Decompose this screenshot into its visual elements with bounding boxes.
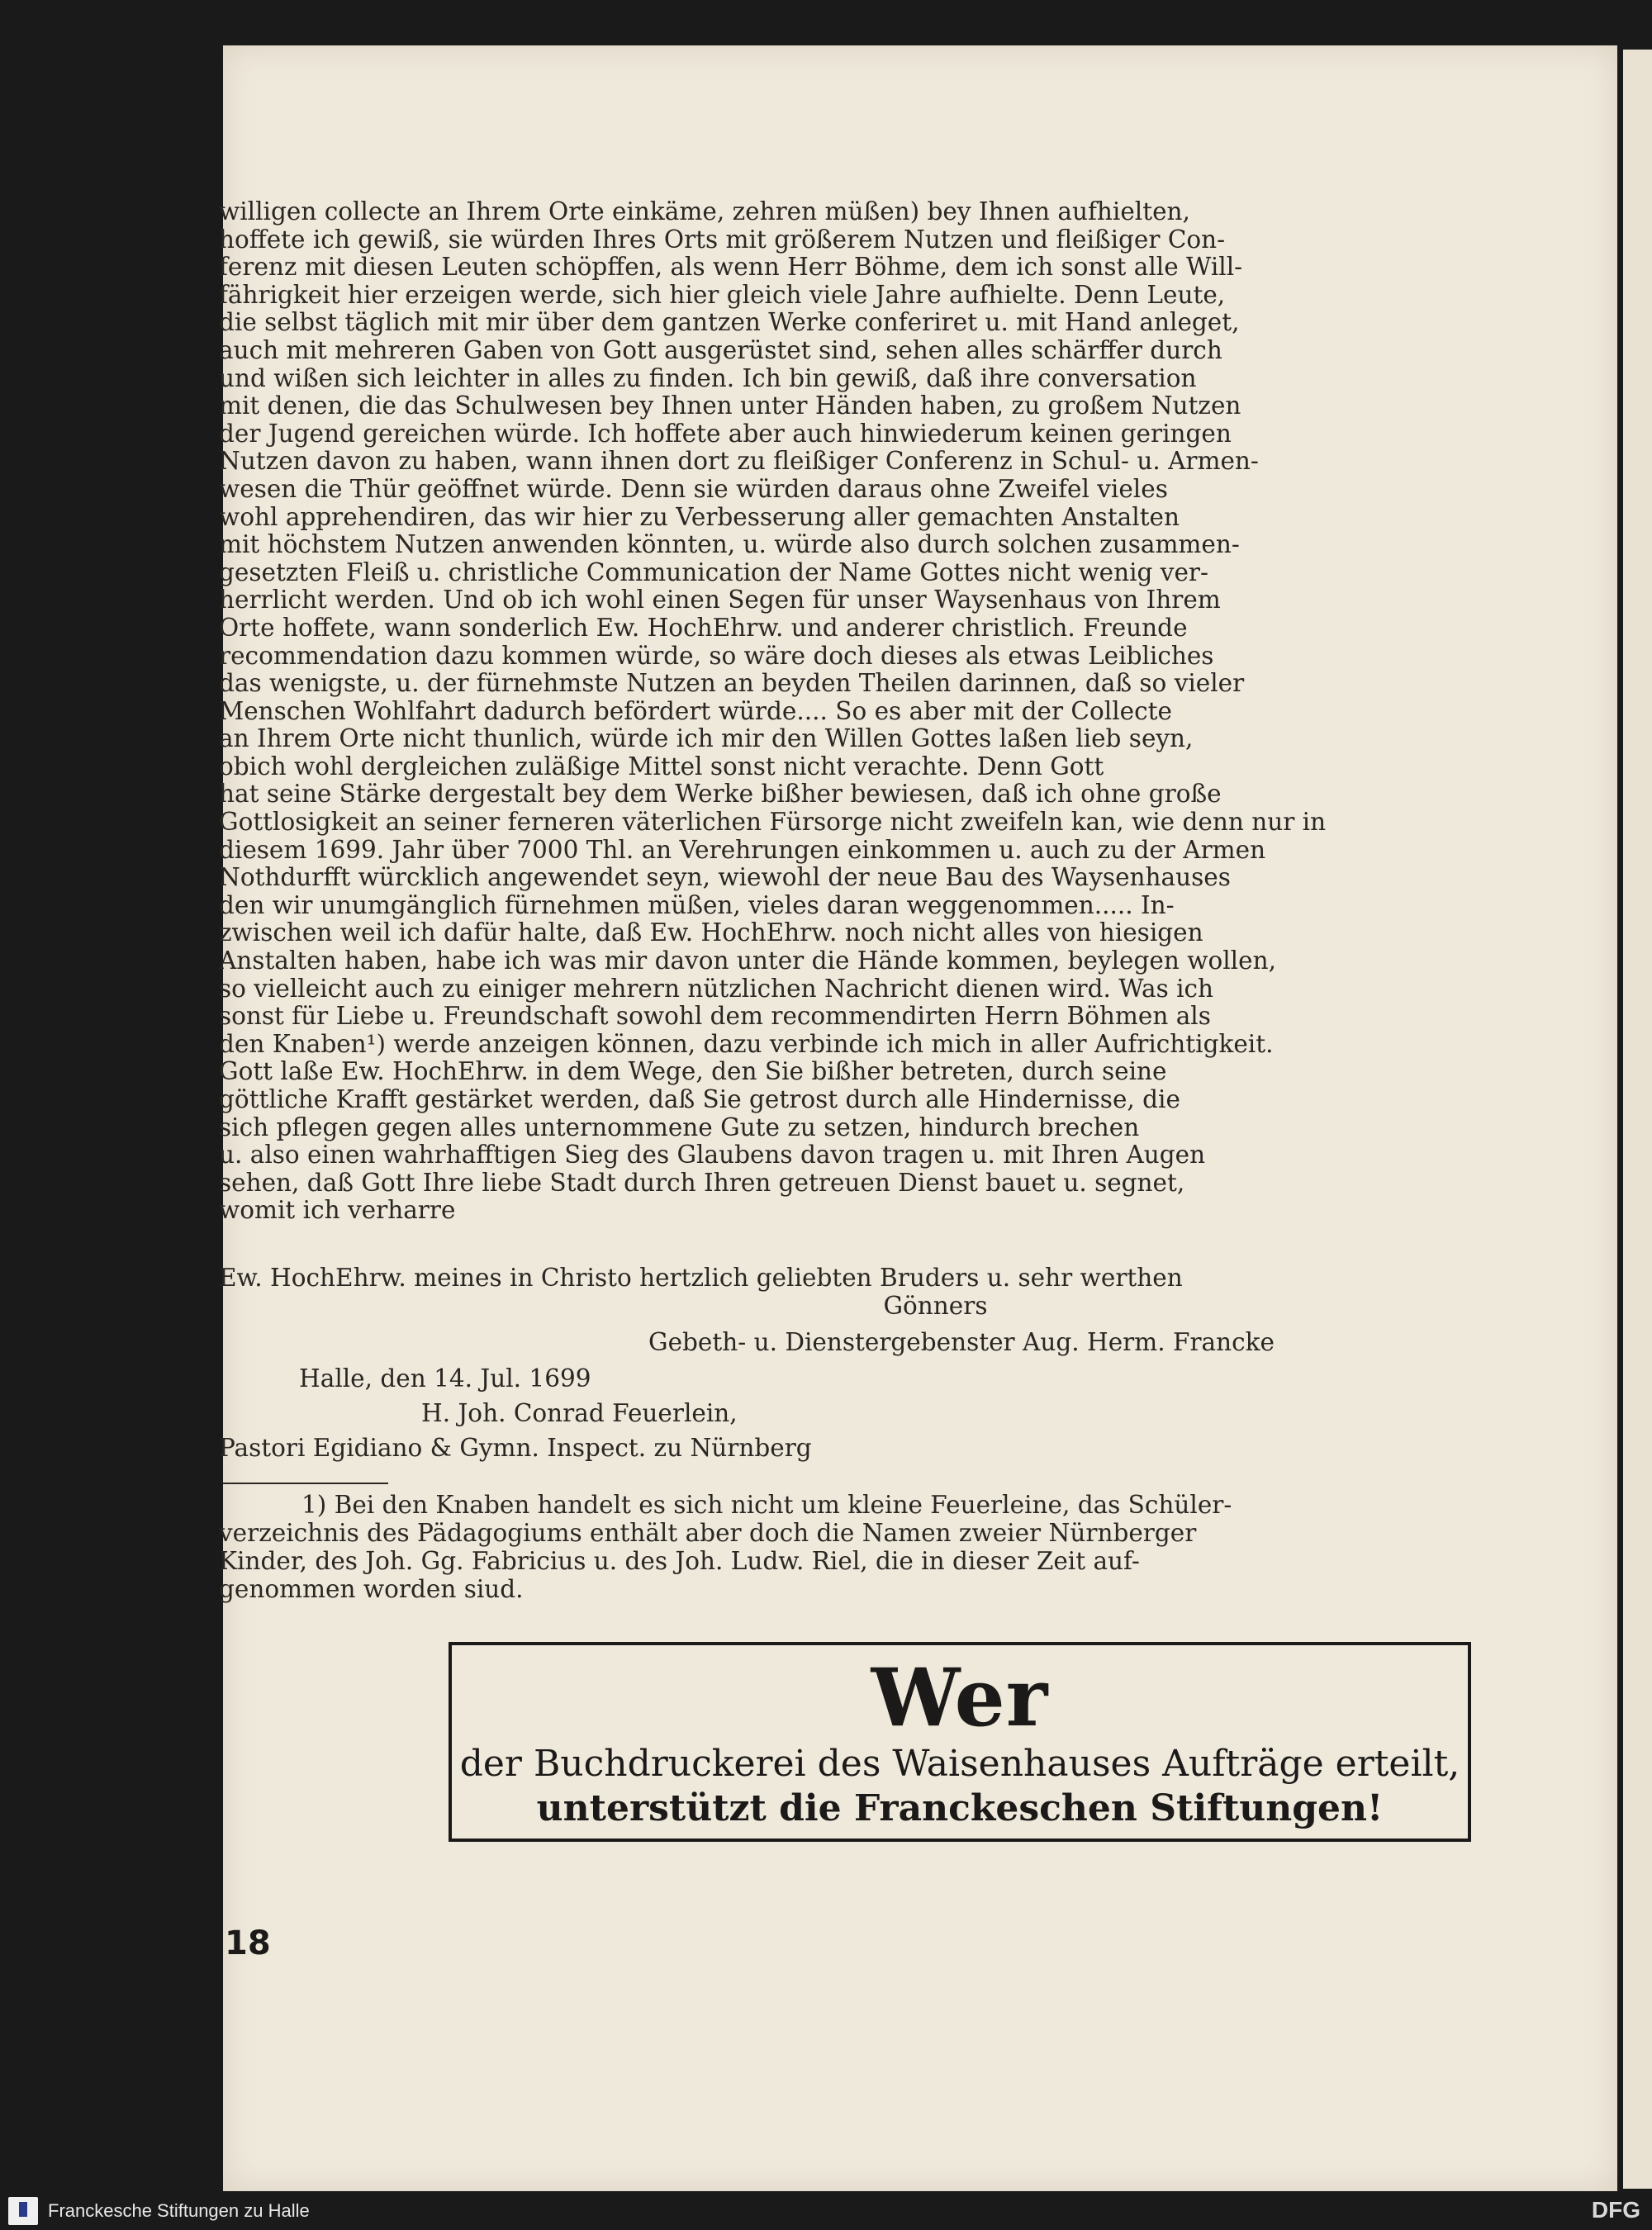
text-line: so vielleicht auch zu einiger mehrern nützlichen Nachricht dienen wird. Was ich (219, 975, 1214, 1003)
footnote-line: verzeichnis des Pädagogiums enthält aber doch die Namen zweier Nürnberger (219, 1519, 1197, 1547)
signature: Gebeth- u. Dienstergebenster Aug. Herm. Francke (648, 1328, 1275, 1356)
institution-name: Franckesche Stiftungen zu Halle (48, 2200, 310, 2221)
text-line: u. also einen wahrhafftigen Sieg des Glaubens davon tragen u. mit Ihren Augen (219, 1141, 1206, 1170)
advert-slogan: unterstützt die Franckeschen Stiftungen! (536, 1787, 1384, 1829)
text-line: hat seine Stärke dergestalt bey dem Werke bißher bewiesen, daß ich ohne große (219, 780, 1222, 809)
text-line: göttliche Krafft gestärket werden, daß Sie getrost durch alle Hindernisse, die (219, 1086, 1180, 1113)
footnote-line: 1) Bei den Knaben handelt es sich nicht um kleine Feuerleine, das Schüler- (301, 1491, 1232, 1519)
advert-line: der Buchdruckerei des Waisenhauses Aufträge erteilt, (459, 1743, 1460, 1785)
letter-closing (219, 1264, 1470, 1462)
footnote-line: genommen worden siud. (219, 1575, 524, 1603)
text-line: Anstalten haben, habe ich was mir davon unter die Hände kommen, beylegen wollen, (219, 947, 1276, 975)
text-line: womit ich verharre (219, 1197, 456, 1225)
adjacent-page-edge (1623, 50, 1652, 2189)
footnote-line: Kinder, des Joh. Gg. Fabricius u. des Joh. Ludw. Riel, die in dieser Zeit auf- (219, 1547, 1140, 1575)
text-line: wesen die Thür geöffnet würde. Denn sie würden daraus ohne Zweifel vieles (219, 475, 1168, 503)
text-line: den wir unumgänglich fürnehmen müßen, vieles daran weggenommen..... In- (219, 891, 1175, 919)
text-line: Menschen Wohlfahrt dadurch befördert würde.... So es aber mit der Collecte (219, 697, 1172, 725)
footnote-rule (223, 1483, 388, 1484)
text-line: zwischen weil ich dafür halte, daß Ew. HochEhrw. noch nicht alles von hiesigen (219, 919, 1203, 947)
dfg-logo: DFG (1591, 2197, 1640, 2223)
text-line: ferenz mit diesen Leuten schöpffen, als wenn Herr Böhme, dem ich sonst alle Will- (219, 254, 1243, 282)
text-line: Gott laße Ew. HochEhrw. in dem Wege, den Sie bißher betreten, durch seine (219, 1058, 1167, 1086)
advertisement-box (449, 1642, 1471, 1842)
page-number: 18 (225, 1924, 271, 1962)
text-line: Nothdurfft würcklich angewendet seyn, wiewohl der neue Bau des Waysenhauses (219, 864, 1231, 892)
advert-title: Wer (871, 1651, 1049, 1744)
text-line: fährigkeit hier erzeigen werde, sich hier gleich viele Jahre aufhielte. Denn Leute, (219, 281, 1226, 309)
text-line: sehen, daß Gott Ihre liebe Stadt durch Ihren getreuen Dienst bauet u. segnet, (219, 1169, 1185, 1197)
letter-body (219, 198, 1470, 1225)
text-line: an Ihrem Orte nicht thunlich, würde ich mir den Willen Gottes laßen lieb seyn, (219, 725, 1194, 753)
closing-salutation: Ew. HochEhrw. meines in Christo hertzlich geliebten Bruders u. sehr werthen (219, 1264, 1183, 1292)
text-line: hoffete ich gewiß, sie würden Ihres Orts mit größerem Nutzen und fleißiger Con- (219, 225, 1226, 254)
text-line: und wißen sich leichter in alles zu finden. Ich bin gewiß, daß ihre conversation (219, 364, 1197, 392)
recipient-name: H. Joh. Conrad Feuerlein, (421, 1399, 738, 1427)
text-line: wohl apprehendiren, das wir hier zu Verbesserung aller gemachten Anstalten (219, 503, 1180, 531)
text-line: herrlicht werden. Und ob ich wohl einen Segen für unser Waysenhaus von Ihrem (219, 586, 1221, 614)
text-line: mit höchstem Nutzen anwenden könnten, u. würde also durch solchen zusammen- (219, 531, 1240, 559)
text-line: das wenigste, u. der fürnehmste Nutzen an beyden Theilen darinnen, daß so vieler (219, 670, 1245, 698)
text-line: auch mit mehreren Gaben von Gott ausgerüstet sind, sehen alles schärffer durch (219, 336, 1222, 364)
date-line: Halle, den 14. Jul. 1699 (299, 1364, 591, 1393)
text-line: sich pflegen gegen alles unternommene Gute zu setzen, hindurch brechen (219, 1113, 1140, 1141)
text-line: mit denen, die das Schulwesen bey Ihnen unter Händen haben, zu großem Nutzen (219, 392, 1241, 420)
closing-goenners: Gönners (883, 1292, 988, 1320)
text-line: recommendation dazu kommen würde, so wäre doch dieses als etwas Leibliches (219, 642, 1214, 670)
text-line: gesetzten Fleiß u. christliche Communication der Name Gottes nicht wenig ver- (219, 558, 1209, 586)
institution-logo-icon (8, 2197, 38, 2225)
footnote (219, 1491, 1470, 1603)
text-line: willigen collecte an Ihrem Orte einkäme, zehren müßen) bey Ihnen aufhielten, (219, 198, 1190, 225)
text-line: die selbst täglich mit mir über dem gantzen Werke conferiret u. mit Hand anleget, (219, 309, 1240, 337)
text-line: Nutzen davon zu haben, wann ihnen dort zu fleißiger Conferenz in Schul- u. Armen- (219, 448, 1259, 476)
recipient-title: Pastori Egidiano & Gymn. Inspect. zu Nürnberg (219, 1434, 812, 1462)
text-line: obich wohl dergleichen zuläßige Mittel sonst nicht verachte. Denn Gott (219, 752, 1104, 780)
text-line: diesem 1699. Jahr über 7000 Thl. an Verehrungen einkommen u. auch zu der Armen (219, 836, 1266, 864)
text-line: den Knaben¹) werde anzeigen können, dazu verbinde ich mich in aller Aufrichtigkeit. (219, 1030, 1274, 1058)
text-line: Gottlosigkeit an seiner ferneren väterlichen Fürsorge nicht zweifeln kan, wie denn nur in (219, 809, 1327, 837)
text-line: der Jugend gereichen würde. Ich hoffete aber auch hinwiederum keinen geringen (219, 420, 1232, 448)
text-line: Orte hoffete, wann sonderlich Ew. HochEhrw. und anderer christlich. Freunde (219, 614, 1188, 642)
text-line: sonst für Liebe u. Freundschaft sowohl dem recommendirten Herrn Böhmen als (219, 1003, 1211, 1031)
